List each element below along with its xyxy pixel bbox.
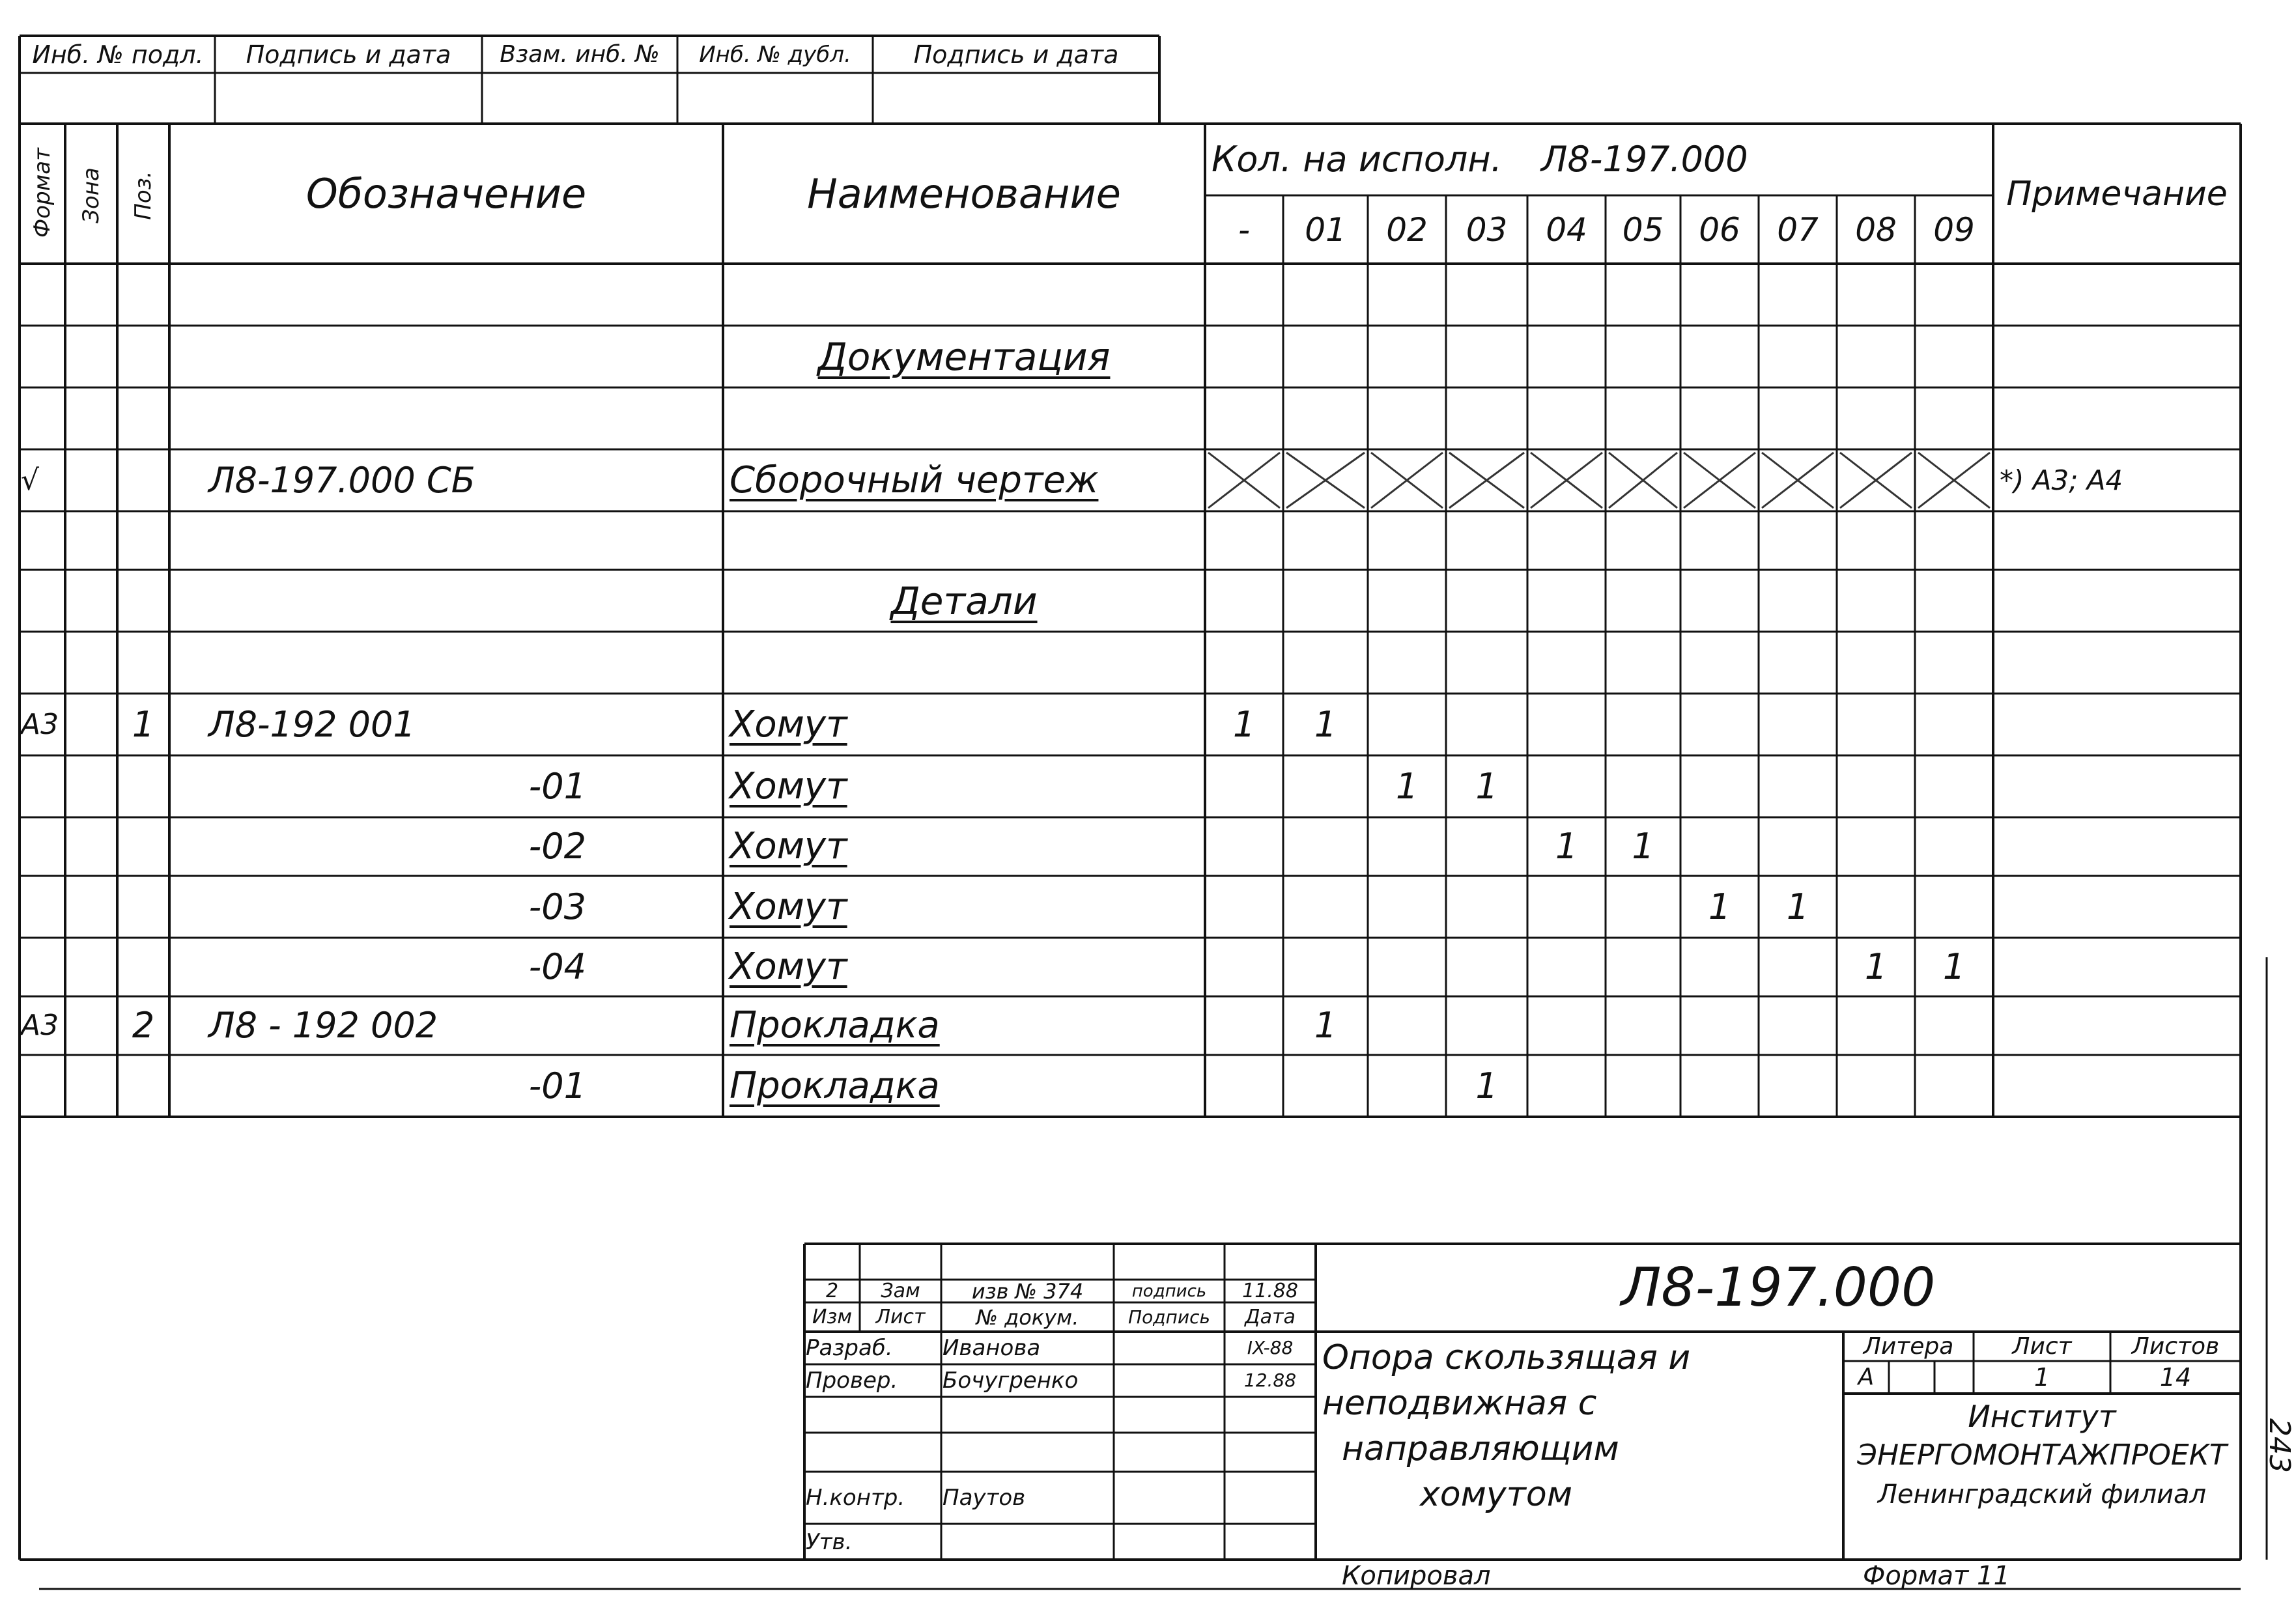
format-header: Формат <box>29 148 55 238</box>
sheets-header: Листов <box>2131 1333 2220 1360</box>
org-line-3: Ленинградский филиал <box>1877 1480 2207 1510</box>
row-format <box>21 570 64 632</box>
rev-doc-no: изв № 374 <box>971 1279 1084 1304</box>
copied-label: Копировал <box>1342 1561 1491 1591</box>
row-format <box>21 326 64 387</box>
rev-header-list: Лист <box>875 1306 926 1328</box>
row-name: Прокладка <box>730 1064 940 1107</box>
row-format: А3 <box>21 1009 59 1042</box>
row-format: А3 <box>21 707 59 741</box>
row-name: Хомут <box>730 825 847 867</box>
format-label: Формат 11 <box>1863 1561 2010 1591</box>
rev-header-doc: № докум. <box>976 1305 1079 1330</box>
row-format <box>21 817 64 876</box>
qty-header-code: Л8-197.000 <box>1540 139 1748 180</box>
row-note <box>2000 996 2237 1055</box>
org-line-2: ЭНЕРГОМОНТАЖПРОЕКТ <box>1857 1439 2227 1472</box>
pos-header: Поз. <box>130 171 156 220</box>
archive-replace-label: Взам. инб. № <box>500 41 660 68</box>
row-format: √ <box>21 463 40 497</box>
qty-value: 1 <box>1475 765 1498 807</box>
name-header: Наименование <box>807 169 1121 218</box>
section-title: Документация <box>817 334 1111 379</box>
role-name: Паутов <box>942 1485 1026 1511</box>
role-date <box>1226 1472 1314 1524</box>
row-name: Прокладка <box>730 1004 940 1046</box>
row-designation: -01 <box>528 765 586 807</box>
litera-header: Литера <box>1863 1333 1954 1360</box>
designation-header: Обозначение <box>305 169 587 218</box>
rev-type: Зам <box>881 1280 920 1302</box>
row-pos <box>117 876 169 938</box>
item-name-line-4: хомутом <box>1420 1475 1572 1514</box>
role-date <box>1226 1524 1314 1560</box>
archive-dup-label: Инб. № дубл. <box>699 42 851 68</box>
role-name: Иванова <box>942 1335 1041 1361</box>
rev-count: 2 <box>825 1280 839 1302</box>
row-pos <box>117 326 169 387</box>
row-note <box>2000 326 2237 387</box>
row-format <box>21 938 64 996</box>
role-name <box>942 1524 1113 1560</box>
role-name: Бочугренко <box>942 1368 1079 1394</box>
row-note <box>2000 1055 2237 1117</box>
row-name: Сборочный чертеж <box>730 458 1099 501</box>
qty-value: 1 <box>1314 1005 1337 1046</box>
row-pos <box>117 449 169 511</box>
variant-header-0: - <box>1238 210 1251 249</box>
margin-number: 243 <box>2263 1418 2296 1473</box>
row-note: *) А3; А4 <box>2000 464 2123 496</box>
role-date: 12.88 <box>1243 1369 1297 1391</box>
archive-inv-no-label: Инб. № подл. <box>32 40 204 69</box>
row-pos <box>117 938 169 996</box>
qty-header-label: Кол. на исполн. <box>1212 139 1502 180</box>
row-note <box>2000 876 2237 938</box>
variant-header-5: 05 <box>1622 210 1664 249</box>
variant-header-6: 06 <box>1699 210 1740 249</box>
row-note <box>2000 755 2237 817</box>
qty-value: 1 <box>1864 946 1888 987</box>
qty-value: 1 <box>1708 886 1731 927</box>
row-designation <box>208 570 716 632</box>
sheet-header: Лист <box>2012 1333 2072 1360</box>
rev-date: 11.88 <box>1242 1280 1298 1302</box>
row-format <box>21 1055 64 1117</box>
row-format <box>21 755 64 817</box>
row-designation: -02 <box>528 826 586 867</box>
row-name: Хомут <box>730 703 847 746</box>
cross-marks <box>1208 453 1990 508</box>
row-designation <box>208 326 716 387</box>
variant-header-7: 07 <box>1777 210 1819 249</box>
zone-header: Зона <box>78 167 104 223</box>
sheet-value: 1 <box>2034 1363 2050 1392</box>
rev-signature: подпись <box>1131 1282 1207 1301</box>
row-name: Хомут <box>730 946 847 988</box>
row-name: Хомут <box>730 885 847 928</box>
row-designation: -04 <box>528 946 586 987</box>
role-title: Разраб. <box>806 1335 893 1361</box>
qty-header <box>1212 127 1987 192</box>
row-pos <box>117 570 169 632</box>
variant-header-3: 03 <box>1466 210 1508 249</box>
role-date: IX-88 <box>1247 1337 1294 1358</box>
row-note <box>2000 570 2237 632</box>
role-title: Провер. <box>806 1368 898 1394</box>
item-name-line-3: направляющим <box>1342 1429 1619 1468</box>
qty-value: 1 <box>1314 703 1337 745</box>
variant-header-9: 09 <box>1933 210 1975 249</box>
doc-designation: Л8-197.000 <box>1621 1256 1936 1319</box>
qty-value: 1 <box>1555 826 1578 867</box>
row-pos <box>117 1055 169 1117</box>
row-designation: -03 <box>528 886 586 927</box>
rev-header-izm: Изм <box>812 1306 853 1328</box>
archive-signature-label: Подпись и дата <box>246 40 451 69</box>
qty-value: 1 <box>1786 886 1809 927</box>
qty-value: 1 <box>1942 946 1966 987</box>
variant-header-8: 08 <box>1855 210 1897 249</box>
row-name: Хомут <box>730 765 847 808</box>
role-title: Н.контр. <box>806 1485 905 1511</box>
litera-value: А <box>1858 1364 1875 1390</box>
variant-header-1: 01 <box>1305 210 1346 249</box>
role-title: Утв. <box>806 1528 853 1555</box>
org-line-1: Институт <box>1968 1399 2116 1434</box>
archive-signature2-label: Подпись и дата <box>913 40 1119 69</box>
qty-value: 1 <box>1232 703 1256 745</box>
sheets-value: 14 <box>2159 1363 2192 1392</box>
row-designation: Л8-197.000 СБ <box>208 459 475 501</box>
row-note <box>2000 817 2237 876</box>
row-pos: 2 <box>132 1005 155 1046</box>
note-header: Примечание <box>2006 174 2228 214</box>
row-pos <box>117 755 169 817</box>
item-name-line-2: неподвижная с <box>1322 1384 1597 1423</box>
rev-header-date: Дата <box>1245 1306 1296 1328</box>
row-designation: -01 <box>528 1065 586 1106</box>
row-format <box>21 876 64 938</box>
variant-header-4: 04 <box>1546 210 1587 249</box>
item-name-line-1: Опора скользящая и <box>1322 1338 1691 1377</box>
row-note <box>2000 694 2237 755</box>
row-note <box>2000 938 2237 996</box>
qty-value: 1 <box>1475 1065 1498 1106</box>
row-designation: Л8 - 192 002 <box>208 1005 438 1046</box>
section-title: Детали <box>890 578 1038 623</box>
qty-value: 1 <box>1395 765 1419 807</box>
variant-header-2: 02 <box>1386 210 1428 249</box>
row-pos <box>117 817 169 876</box>
row-designation: Л8-192 001 <box>208 703 416 745</box>
rev-header-sign: Подпись <box>1128 1306 1210 1328</box>
row-pos: 1 <box>132 703 155 745</box>
qty-value: 1 <box>1632 826 1654 867</box>
